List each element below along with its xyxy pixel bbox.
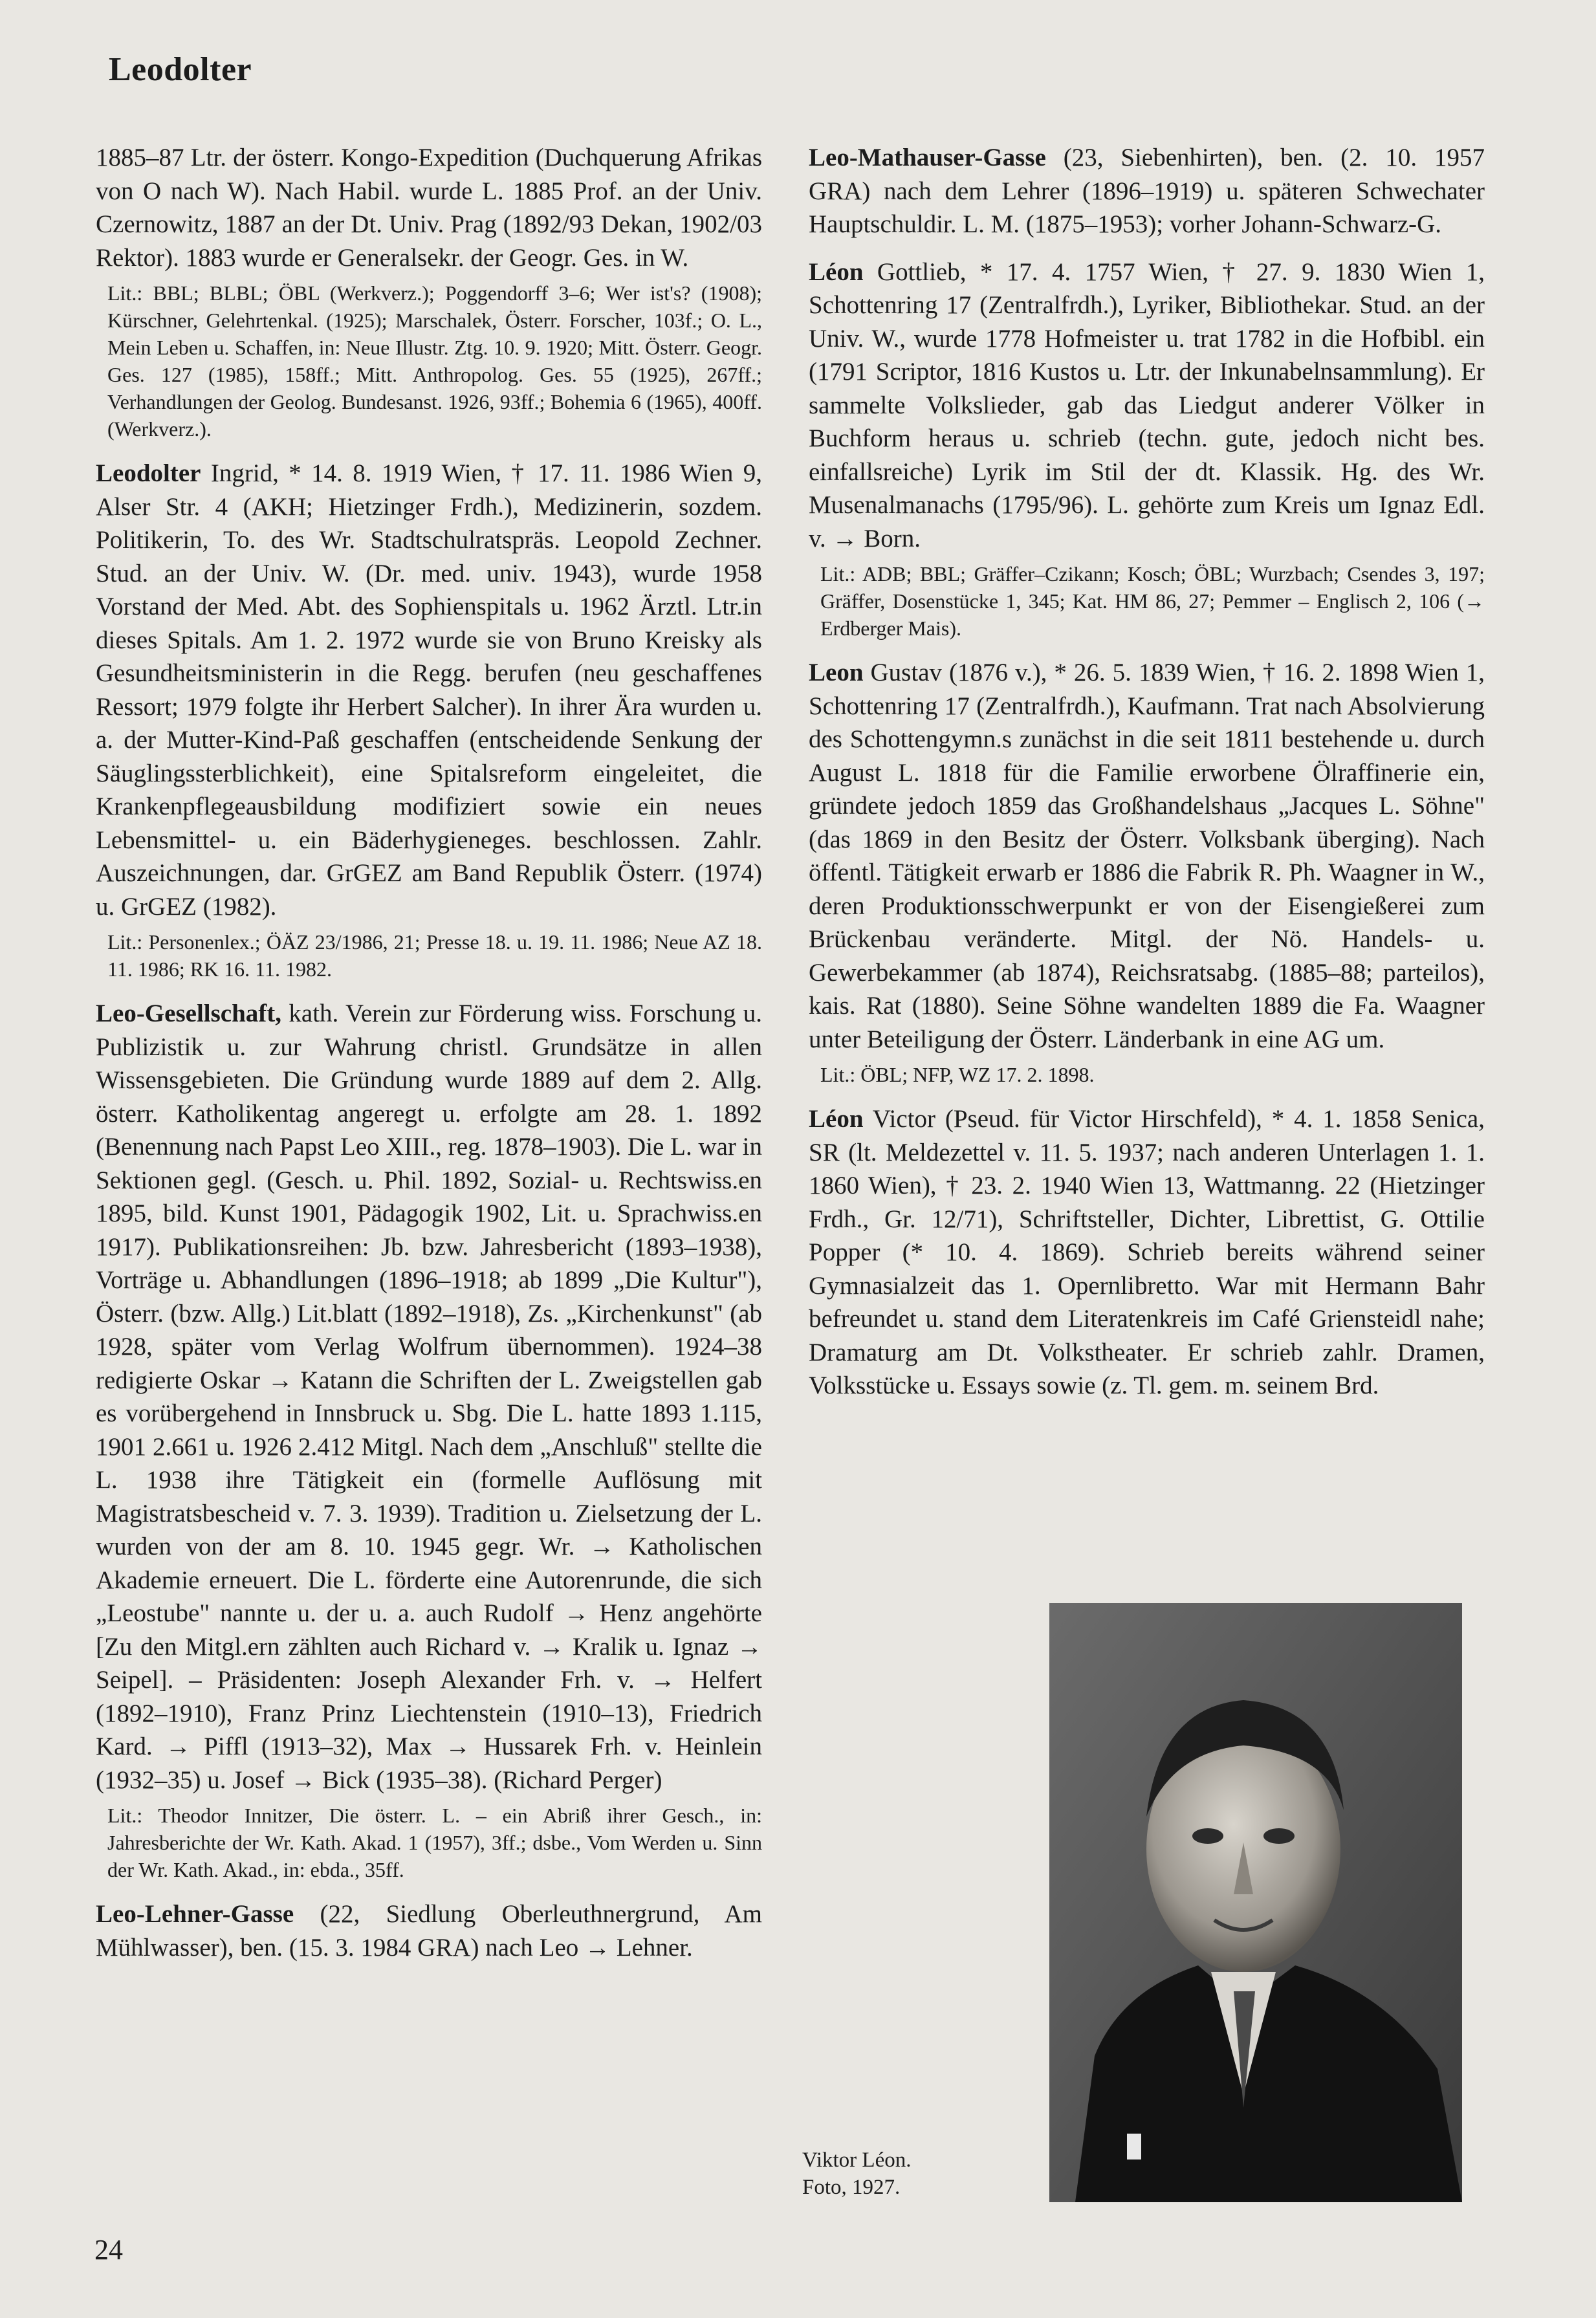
left-column [96,141,762,1964]
entry-body [96,1897,762,1964]
right-column [809,141,1485,1403]
caption-line: Foto, 1927. [802,2176,901,2199]
figure-caption [802,2147,911,2201]
entry-headword: Leo-Gesellschaft, [96,1000,282,1027]
entry-headword: Leodolter [96,459,201,487]
entry-text: (23, Siebenhirten), ben. (2. 10. 1957 GRA) nach dem Lehrer (1896–1919) u. späteren Schwechater Hauptschuldir. L. M. (1875–1953); vorher Johann-Schwarz-G. [809,144,1485,238]
entry-text: kath. Verein zur Förderung wiss. Forschung u. Publizistik u. zur Wahrung christl. Grundsätze in allen Wissensgebieten. Die Gründung wurde 1889 auf dem 2. Allg. österr. Katholikentag angeregt u. erfolgte am 28. 1. 1892 (Benennung nach Papst Leo XIII., reg. 1878–1903). Die L. war in Sektionen gegl. (Gesch. u. Phil. 1892, Sozial- u. Rechtswiss.en 1895, bild. Kunst 1901, Pädagogik 1902, Lit. u. Sprachwiss.en 1917). Publikationsreihen: Jb. bzw. Jahresbericht (1893–1938), Vorträge u. Abhandlungen (1896–1918; ab 1899 „Die Kultur"), Österr. (bzw. Allg.) Lit.blatt (1892–1918), Zs. „Kirchenkunst" (ab 1928, später vom Verlag Wolfrum übernommen). 1924–38 redigierte Oskar → Katann die Schriften der L. Zweigstellen gab es vorübergehend in Innsbruck u. Sbg. Die L. hatte 1893 1.115, 1901 2.661 u. 1926 2.412 Mitgl. Nach dem „Anschluß" stellte die L. 1938 ihre Tätigkeit ein (formelle Auflösung mit Magistratsbescheid v. 7. 3. 1939). Tradition u. Zielsetzung der L. wurden von der am 8. 10. 1945 gegr. Wr. → Katholischen Akademie erneuert. Die L. förderte eine Autorenrunde, die sich „Leostube" nannte u. der u. a. auch Rudolf → Henz angehörte [Zu den Mitgl.ern zählten auch Richard v. → Kralik u. Ignaz → Seipel]. – Präsidenten: Joseph Alexander Frh. v. → Helfert (1892–1910), Franz Prinz Liechtenstein (1910–13), Friedrich Kard. → Piffl (1913–32), Max → Hussarek Frh. v. Heinlein (1932–35) u. Josef → Bick (1935–38). (Richard Perger) [96,1000,762,1794]
entry-headword: Léon [809,257,864,286]
entry-body [809,1102,1485,1403]
entry-body [809,656,1485,1056]
entry-leon-gottlieb [809,256,1485,642]
entry-leodolter-ingrid [96,457,762,983]
entry-text: Victor (Pseud. für Victor Hirschfeld), * 4. 1. 1858 Senica, SR (lt. Meldezettel v. 11. 5. 1937; nach anderen Unterlagen 1. 1. 1860 Wien), † 23. 2. 1940 Wien 13, Wattmanng. 22 (Hietzinger Frdh., Gr. 12/71), Schriftsteller, Dichter, Librettist, G. Ottilie Popper (* 10. 4. 1869). Schrieb bereits während seiner Gymnasialzeit das 1. Opernlibretto. War mit Hermann Bahr befreundet u. stand dem Literatenkreis im Café Griensteidl nahe; Dramaturg am Dt. Volkstheater. Er schrieb zahlr. Dramen, Volksstücke u. Essays sowie (z. Tl. gem. m. seinem Brd. [809,1105,1485,1399]
entry-leon-victor [809,1102,1485,1403]
entry-body [809,256,1485,556]
entry-text: Ingrid, * 14. 8. 1919 Wien, † 17. 11. 1986 Wien 9, Alser Str. 4 (AKH; Hietzinger Frdh.), Medizinerin, sozdem. Politikerin, To. des Wr. Stadtschulratspräs. Leopold Zechner. Stud. an der Univ. W. (Dr. med. univ. 1943), wurde 1958 Vorstand der Med. Abt. des Sophienspitals u. 1962 Ärztl. Ltr.in dieses Spitals. Am 1. 2. 1972 wurde sie von Bruno Kreisky als Gesundheitsministerin in die Regg. berufen (neu geschaffenes Ressort; 1979 folgte ihr Herbert Salcher). In ihrer Ära wurden u. a. der Mutter-Kind-Paß geschaffen (entscheidende Senkung der Säuglingssterblichkeit), eine Spitalsreform eingeleitet, die Krankenpflegeausbildung modifiziert sowie ein neues Lebensmittel- u. ein Bäderhygieneges. beschlossen. Zahlr. Auszeichnungen, dar. GrGEZ am Band Republik Österr. (1974) u. GrGEZ (1982). [96,459,762,921]
entry-body [809,141,1485,241]
entry-headword: Léon [809,1105,864,1133]
entry-literature: Lit.: ADB; BBL; Gräffer–Czikann; Kosch; ÖBL; Wurzbach; Csendes 3, 197; Gräffer, Dosenstücke 1, 345; Kat. HM 86, 27; Pemmer – Englisch 2, 106 (→ Erdberger Mais). [820,562,1485,640]
page-number: 24 [94,2234,123,2266]
entry-literature: Lit.: Theodor Innitzer, Die österr. L. – ein Abriß ihrer Gesch., in: Jahresberichte der Wr. Kath. Akad. 1 (1957), 3ff.; dsbe., Vom Werden u. Sinn der Wr. Kath. Akad., in: ebda., 35ff. [107,1804,762,1881]
entry-literature: Lit.: BBL; BLBL; ÖBL (Werkverz.); Poggendorff 3–6; Wer ist's? (1908); Kürschner, Gelehrtenkal. (1925); Marschalek, Österr. Forscher, 103f.; O. L., Mein Leben u. Schaffen, in: Neue Illustr. Ztg. 10. 9. 1920; Mitt. Österr. Geogr. Ges. 127 (1985), 158ff.; Mitt. Anthropolog. Ges. 55 (1925), 267ff.; Verhandlungen der Geolog. Bundesanst. 1926, 93ff.; Bohemia 6 (1965), 400ff. (Werkverz.). [107,281,762,441]
entry-text: (22, Siedlung Oberleuthnergrund, Am Mühlwasser), ben. (15. 3. 1984 GRA) nach Leo → Lehner. [96,1900,763,1962]
entry-literature: Lit.: ÖBL; NFP, WZ 17. 2. 1898. [820,1063,1095,1086]
entry-text: Gottlieb, * 17. 4. 1757 Wien, † 27. 9. 1830 Wien 1, Schottenring 17 (Zentralfrdh.), Lyriker, Bibliothekar. Stud. an der Univ. W., wurde 1778 Hofmeister u. trat 1782 in die Hofbibl. ein (1791 Scriptor, 1816 Kustos u. Ltr. der Inkunabelnsammlung). Er sammelte Volkslieder, gab das Liedgut anderer Völker in Buchform heraus u. schrieb (techn. gute, jedoch nicht bes. einfallsreiche) Lyrik im Stil der dt. Klassik. Hg. des Wr. Musenalmanachs (1795/96). L. gehörte zum Kreis um Ignaz Edl. v. → Born. [809,257,1485,552]
entry-literature: Lit.: Personenlex.; ÖÄZ 23/1986, 21; Presse 18. u. 19. 11. 1986; Neue AZ 18. 11. 1986; RK 16. 11. 1982. [107,930,762,981]
entry-leo-mathauser-gasse [809,141,1485,241]
entry-text: Gustav (1876 v.), * 26. 5. 1839 Wien, † 16. 2. 1898 Wien 1, Schottenring 17 (Zentralfrdh.), Kaufmann. Trat nach Absolvierung des Schottengymn.s zunächst in die seit 1811 bestehende u. durch August L. 1818 für die Familie erworbene Ölraffinerie ein, gründete jedoch 1859 das Großhandelshaus „Jacques L. Söhne" (das 1869 in den Besitz der Österr. Volksbank überging). Nach öffentl. Tätigkeit erwarb er 1886 die Fabrik R. Ph. Waagner in W., deren Produktionsschwerpunkt er von der Eisengießerei zum Brückenbau veränderte. Mitgl. der Nö. Handels- u. Gewerbekammer (ab 1874), Reichsratsabg. (1885–88; parteilos), kais. Rat (1880). Seine Söhne wandelten 1889 die Fa. Waagner unter Beteiligung der Österr. Länderbank in eine AG um. [809,659,1485,1053]
entry-body [96,457,762,923]
entry-leo-gesellschaft [96,997,762,1883]
entry-headword: Leo-Mathauser-Gasse [809,144,1046,171]
entry-body: 1885–87 Ltr. der österr. Kongo-Expedition (Duchquerung Afrikas von O nach W). Nach Habil. wurde L. 1885 Prof. an der Univ. Czernowitz, 1887 an der Dt. Univ. Prag (1892/93 Dekan, 1902/03 Rektor). 1883 wurde er Generalsekr. der Geogr. Ges. in W. [96,144,762,272]
entry-body [96,997,762,1797]
entry-headword: Leo-Lehner-Gasse [96,1900,294,1928]
entry-headword: Leon [809,659,864,686]
entry-leon-gustav [809,656,1485,1088]
entry-continuation [96,141,762,443]
running-header: Leodolter [109,51,252,88]
portrait-image [1049,1603,1462,2202]
portrait-photo [1049,1603,1462,2202]
caption-line: Viktor Léon. [802,2149,912,2172]
entry-leo-lehner-gasse [96,1897,762,1964]
